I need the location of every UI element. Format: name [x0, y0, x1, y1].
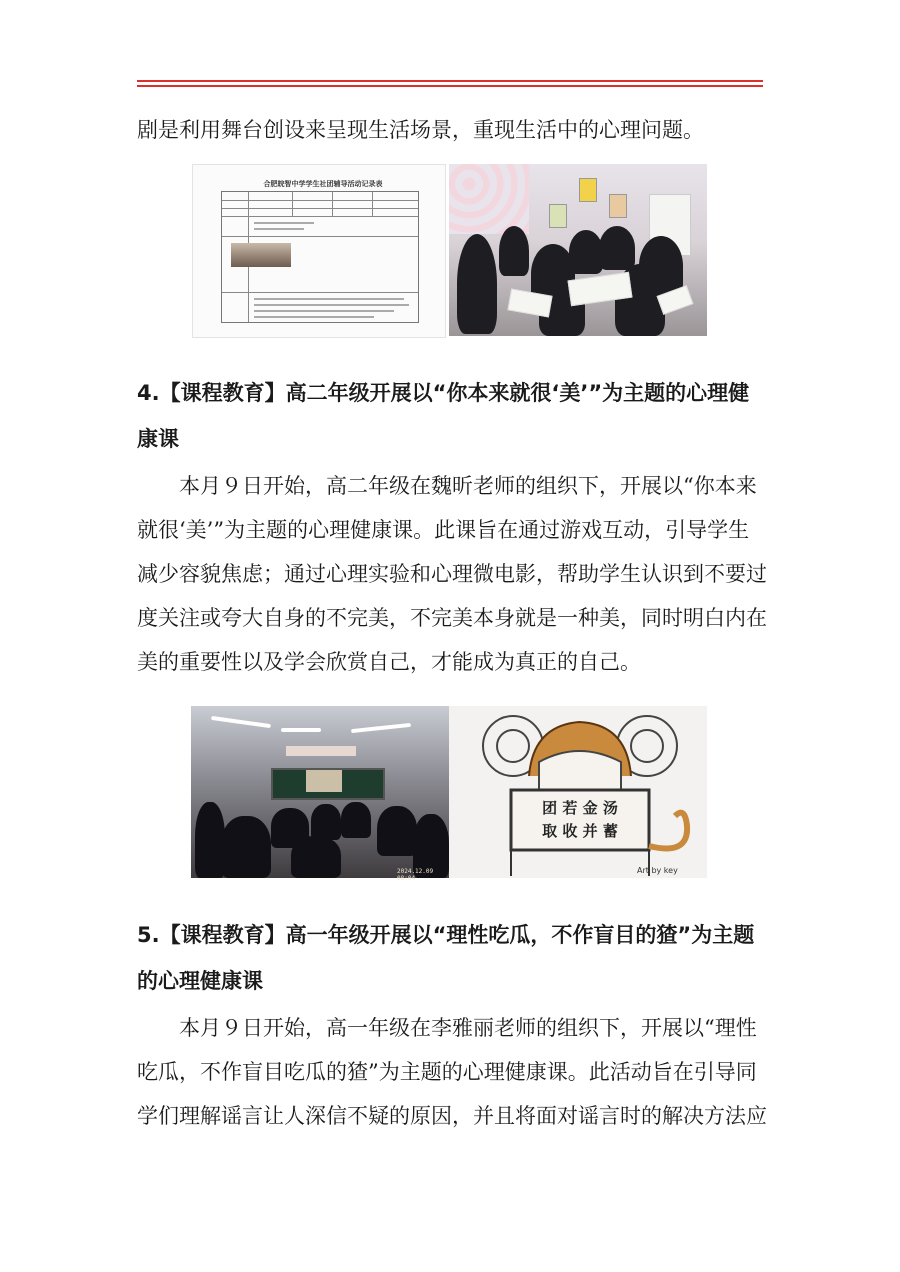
lion-drawing-icon: [449, 706, 707, 878]
drawing-signature: Art by key: [637, 866, 678, 875]
svg-text:团 若 金 汤: 团 若 金 汤: [542, 799, 618, 817]
classroom-timestamp: 2024.12.09 08:04: [397, 868, 434, 882]
section4-heading: 4.【课程教育】高二年级开展以“你本来就很‘美’”为主题的心理健康课: [137, 381, 750, 451]
header-rule-top: [137, 80, 763, 82]
form-embedded-photo: [231, 243, 291, 267]
group-discussion-photo: [449, 164, 707, 336]
lion-drawing: [449, 706, 707, 878]
form-title: 合肥皖智中学学生社团辅导活动记录表: [263, 180, 383, 188]
header-rule-bottom: [137, 85, 763, 87]
section5-heading: 5.【课程教育】高一年级开展以“理性吃瓜，不作盲目的猹”为主题的心理健康课: [137, 923, 755, 993]
section5-body: 本月９日开始，高一年级在李雅丽老师的组织下，开展以“理性吃瓜，不作盲目吃瓜的猹”为主题的心理健康课。此活动旨在引导同学们理解谣言让人深信不疑的原因，并且将面对谣言时的解决方法应: [137, 1016, 767, 1128]
intro-paragraph: 剧是利用舞台创设来呈现生活场景，重现生活中的心理问题。: [137, 118, 704, 142]
classroom-photo: [191, 706, 449, 882]
svg-text:取 收 并 蓄: 取 收 并 蓄: [542, 822, 618, 840]
section4-body: 本月９日开始，高二年级在魏昕老师的组织下，开展以“你本来就很‘美’”为主题的心理健康课。此课旨在通过游戏互动，引导学生减少容貌焦虑；通过心理实验和心理微电影，帮助学生认识到不要过度关注或夸大自身的不完美，不完美本身就是一种美，同时明白内在美的重要性以及学会欣赏自己，才能成为真正的自己。: [137, 474, 767, 674]
activity-record-form-image: [192, 164, 446, 338]
